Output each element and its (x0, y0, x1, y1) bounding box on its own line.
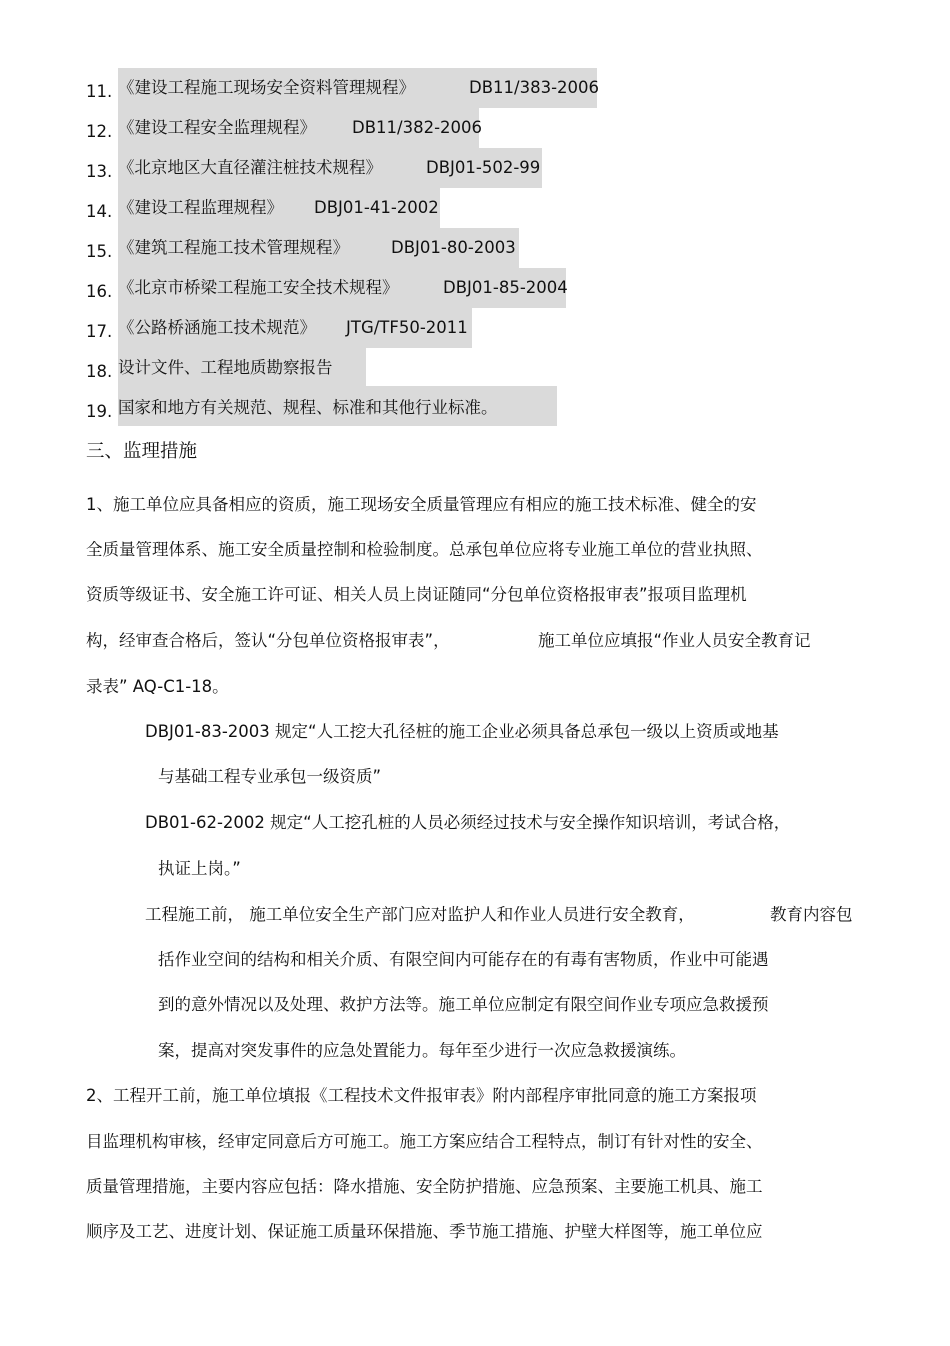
ref-number: 16. (86, 282, 113, 301)
paragraph-line: 质量管理措施，主要内容应包括：降水措施、安全防护措施、应急预案、主要施工机具、施工 (86, 1177, 763, 1196)
ref-code: DBJ01-80-2003 (391, 238, 516, 257)
quote-line: DBJ01-83-2003 规定“人工挖大孔径桩的施工企业必须具备总承包一级以上资质或地基 (145, 722, 779, 741)
ref-number: 19. (86, 402, 113, 421)
ref-title: 《北京市桥梁工程施工安全技术规程》 (118, 278, 399, 297)
quote-line: 括作业空间的结构和相关介质、有限空间内可能存在的有毒有害物质，作业中可能遇 (158, 950, 769, 969)
ref-number: 12. (86, 122, 113, 141)
quote-line: 案，提高对突发事件的应急处置能力。每年至少进行一次应急救援演练。 (158, 1041, 686, 1060)
ref-title: 设计文件、工程地质勘察报告 (118, 358, 333, 377)
ref-item (118, 228, 519, 268)
paragraph-line: 1、施工单位应具备相应的资质，施工现场安全质量管理应有相应的施工技术标准、健全的安 (86, 495, 757, 514)
ref-title: 《建设工程监理规程》 (118, 198, 283, 217)
quote-line: 到的意外情况以及处理、救护方法等。施工单位应制定有限空间作业专项应急救援预 (158, 995, 769, 1014)
ref-item (118, 188, 440, 228)
section-heading: 三、监理措施 (86, 441, 198, 462)
ref-item (118, 308, 472, 348)
paragraph-line: 全质量管理体系、施工安全质量控制和检验制度。总承包单位应将专业施工单位的营业执照、 (86, 540, 763, 559)
ref-number: 15. (86, 242, 113, 261)
ref-item (118, 148, 542, 188)
quote-line: DB01-62-2002 规定“人工挖孔桩的人员必须经过技术与安全操作知识培训，考试合格， (145, 813, 791, 832)
paragraph-line: 构，经审查合格后，签认“分包单位资格报审表”， (86, 631, 450, 650)
ref-code: DBJ01-85-2004 (443, 278, 568, 297)
quote-line: 工程施工前， 施工单位安全生产部门应对监护人和作业人员进行安全教育， (145, 905, 695, 924)
ref-item (118, 268, 566, 308)
paragraph-line: 施工单位应填报“作业人员安全教育记 (538, 631, 811, 650)
ref-title: 《建设工程安全监理规程》 (118, 118, 316, 137)
ref-title: 《建筑工程施工技术管理规程》 (118, 238, 349, 257)
quote-line: 教育内容包 (770, 905, 853, 924)
quote-line: 执证上岗。” (158, 859, 241, 878)
paragraph-line: 2、工程开工前，施工单位填报《工程技术文件报审表》附内部程序审批同意的施工方案报项 (86, 1086, 757, 1105)
ref-number: 14. (86, 202, 113, 221)
ref-number: 17. (86, 322, 113, 341)
ref-number: 11. (86, 82, 113, 101)
quote-line: 与基础工程专业承包一级资质” (158, 767, 382, 786)
ref-code: DB11/382-2006 (352, 118, 483, 137)
ref-title: 《公路桥涵施工技术规范》 (118, 318, 316, 337)
paragraph-line: 目监理机构审核，经审定同意后方可施工。施工方案应结合工程特点，制订有针对性的安全、 (86, 1132, 763, 1151)
ref-item (118, 348, 366, 386)
ref-item (118, 68, 600, 108)
ref-code: DBJ01-502-99 (426, 158, 541, 177)
paragraph-line: 顺序及工艺、进度计划、保证施工质量环保措施、季节施工措施、护壁大样图等，施工单位应 (86, 1222, 763, 1241)
ref-title: 《北京地区大直径灌注桩技术规程》 (118, 158, 382, 177)
ref-code: DB11/383-2006 (469, 78, 600, 97)
ref-title: 《建设工程施工现场安全资料管理规程》 (118, 78, 415, 97)
ref-item (118, 108, 483, 148)
paragraph-line: 资质等级证书、安全施工许可证、相关人员上岗证随同“分包单位资格报审表”报项目监理机 (86, 585, 747, 604)
ref-item (118, 386, 557, 426)
ref-title: 国家和地方有关规范、规程、标准和其他行业标准。 (118, 398, 498, 417)
ref-code: JTG/TF50-2011 (346, 318, 468, 337)
paragraph-line: 录表” AQ-C1-18。 (86, 677, 229, 696)
ref-number: 13. (86, 162, 113, 181)
ref-number: 18. (86, 362, 113, 381)
ref-code: DBJ01-41-2002 (314, 198, 439, 217)
